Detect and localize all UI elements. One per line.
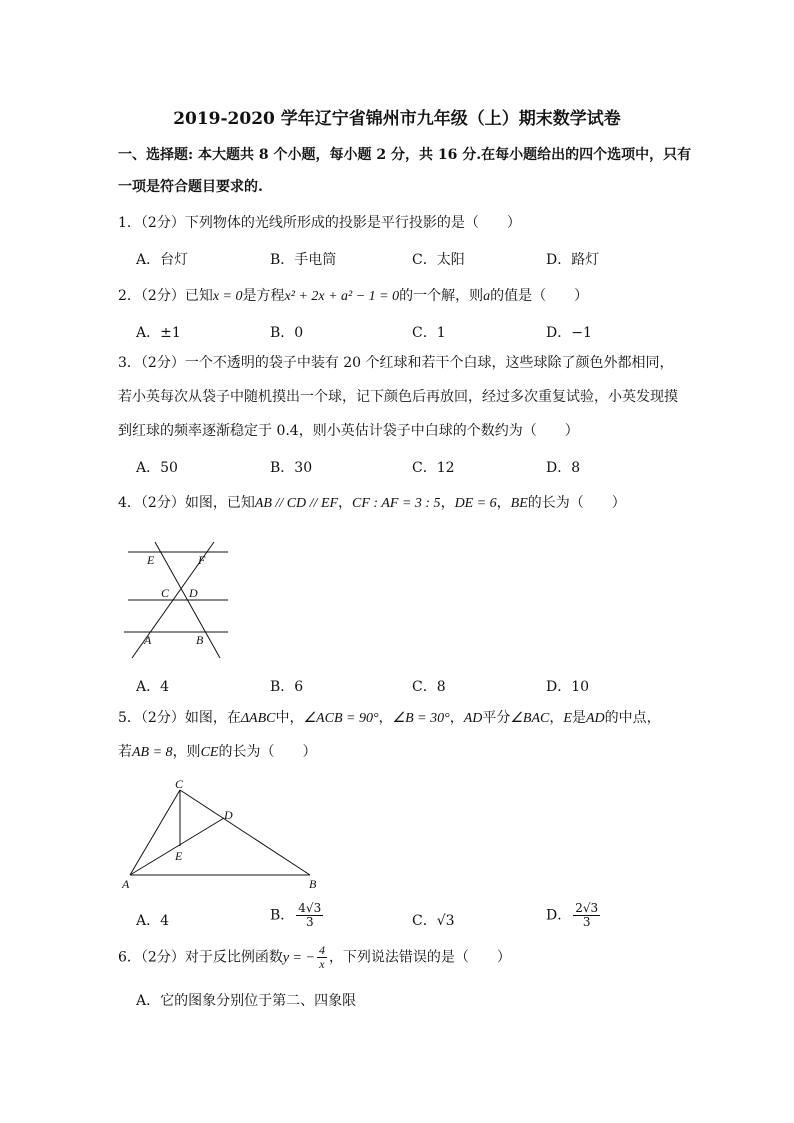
page-title: 2019-2020 学年辽宁省锦州市九年级（上）期末数学试卷 [173,109,621,129]
label-b: B [309,877,317,891]
q4-option-c: C．8 [412,679,446,695]
section-header-line1: 一、选择题: 本大题共 8 个小题，每小题 2 分，共 16 分.在每小题给出的四个选项中，只有 [118,147,692,163]
segment-ad [130,818,224,875]
q1-option-b: B．手电筒 [270,252,337,268]
question-4-stem: 4．（2分）如图，已知AB // CD // EF，CF : AF = 3 : 5，DE = 6，BE的长为（ ） [118,495,626,511]
label-f: F [198,553,206,567]
q3-option-a: A．50 [136,460,178,476]
q4-figure [120,538,232,662]
label-a: A [144,633,152,647]
q5-option-b: B． $\frac{4√3}{3}$ [270,901,322,929]
q5-option-c: C．√3 [412,913,455,929]
label-d: D [189,586,198,600]
q4-option-d: D．10 [546,679,590,695]
label-b: B [196,633,204,647]
question-2-stem: 2．（2分）已知x = 0是方程x² + 2x + a² − 1 = 0的一个解，则a的值是（ ） [118,288,589,304]
q5-option-a: A．4 [136,913,170,929]
side-ac [130,790,180,875]
label-c: C [161,586,170,600]
q3-option-c: C．12 [412,460,455,476]
q2-option-d: D．−1 [546,325,592,341]
question-1-stem: 1．（2分）下列物体的光线所形成的投影是平行投影的是（ ） [118,215,521,231]
q2-option-a: A．±1 [136,325,181,341]
q4-option-a: A．4 [136,679,170,695]
q1-option-d: D．路灯 [546,252,600,268]
label-c: C [175,777,184,791]
q3-option-d: D．8 [546,460,581,476]
q2-option-b: B．0 [270,325,304,341]
q1-option-c: C．太阳 [412,252,465,268]
question-5-line1: 5．（2分）如图，在ΔABC中，∠ACB = 90°，∠B = 30°，AD平分∠BAC，E是AD的中点， [118,710,661,726]
question-3-line1: 3．（2分）一个不透明的袋子中装有 20 个红球和若干个白球，这些球除了颜色外都相同， [118,355,674,371]
question-3-line3: 到红球的频率逐渐稳定于 0.4，则小英估计袋子中白球的个数约为（ ） [118,423,579,439]
label-a: A [122,877,130,891]
q4-option-b: B．6 [270,679,304,695]
question-3-line2: 若小英每次从袋子中随机摸出一个球，记下颜色后再放回，经过多次重复试验，小英发现摸 [118,389,678,405]
label-e: E [175,849,183,863]
q5-option-d: D． $\frac{2√3}{3}$ [546,901,599,929]
label-d: D [224,808,233,822]
question-6-stem: 6．（2分）对于反比例函数y = − $\frac{4}{x}$ ，下列说法错误的是（ ） [118,943,511,971]
q5-figure [118,776,328,894]
q6-option-a: A．它的图象分别位于第二、四象限 [136,993,357,1009]
label-e: E [147,553,155,567]
question-5-line2: 若AB = 8，则CE的长为（ ） [118,744,317,760]
section-header-line2: 一项是符合题目要求的. [118,179,263,195]
q3-option-b: B．30 [270,460,313,476]
q1-option-a: A．台灯 [136,252,189,268]
q2-option-c: C．1 [412,325,446,341]
